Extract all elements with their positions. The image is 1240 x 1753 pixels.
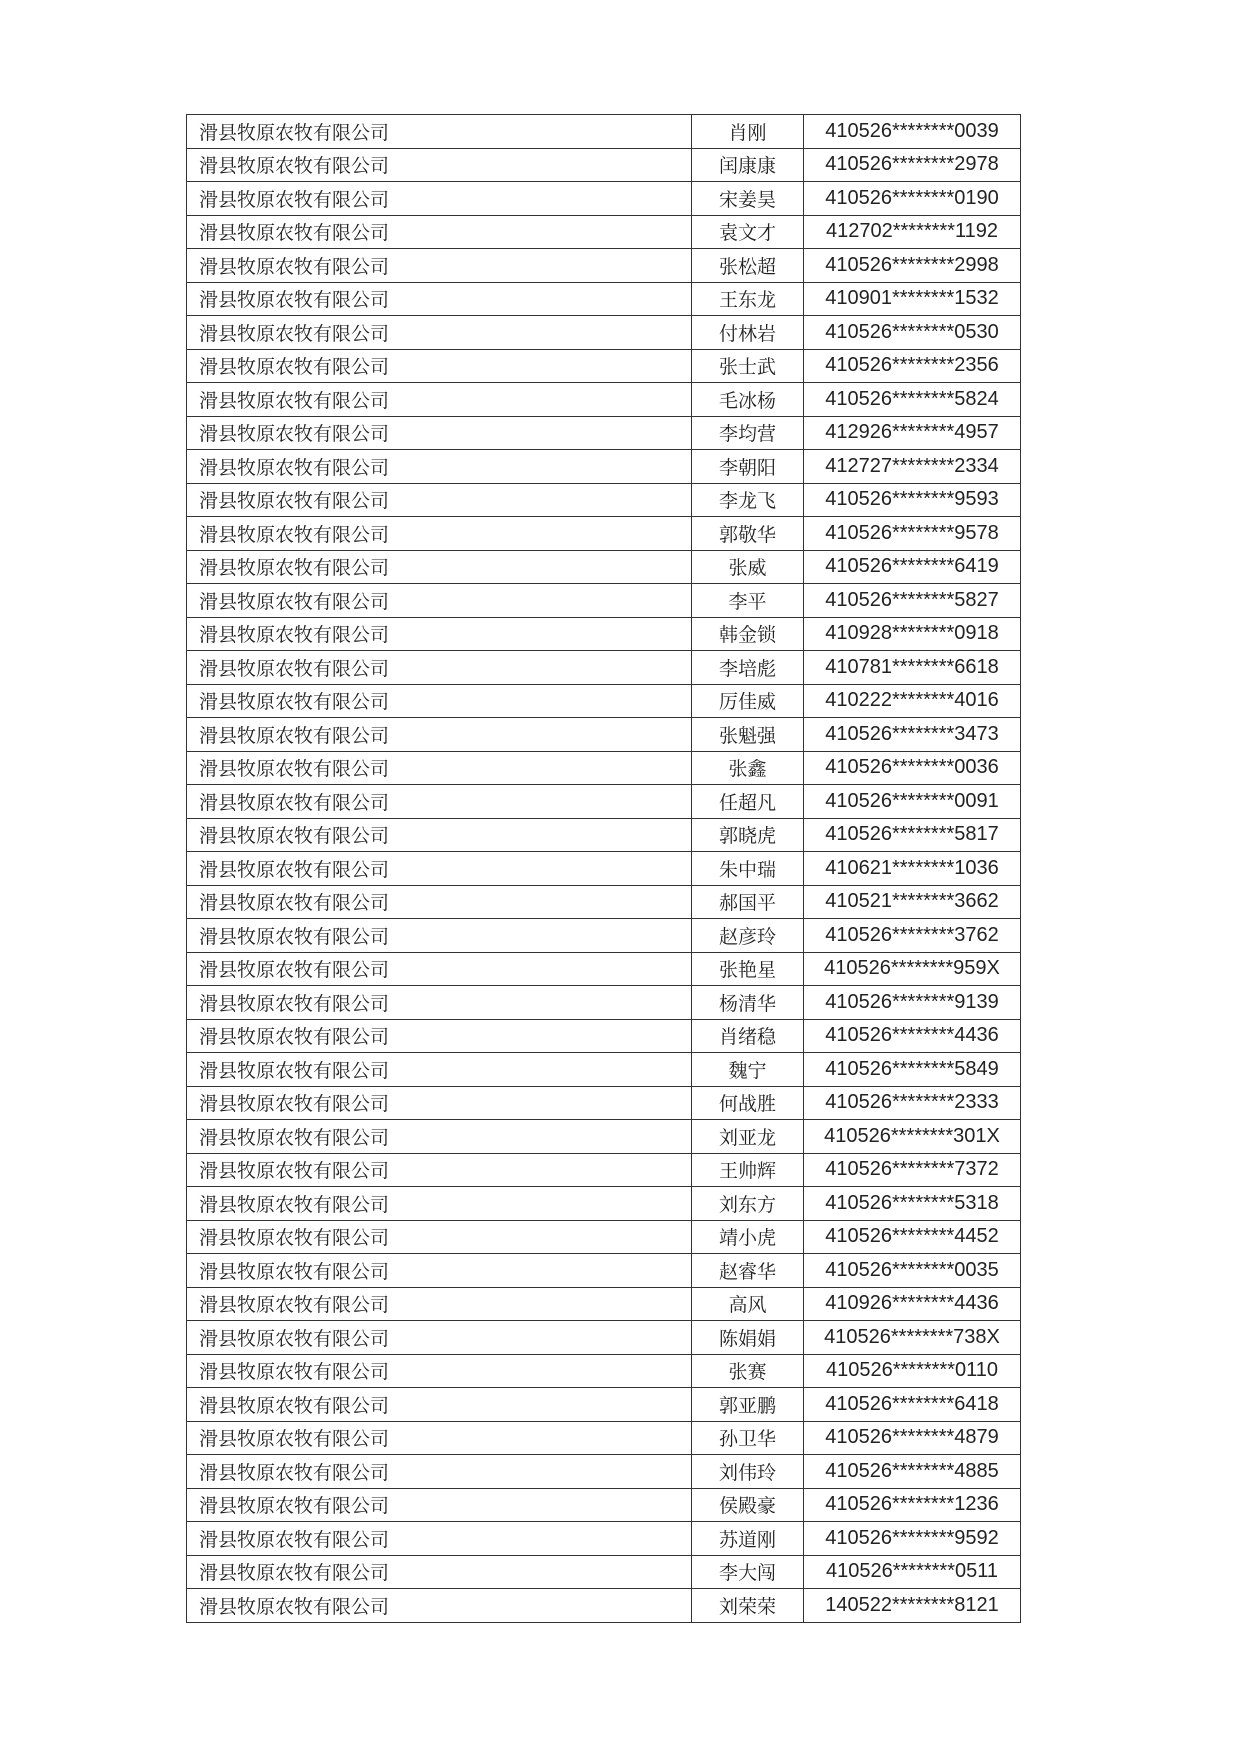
id-number-cell: 410526********0036	[804, 751, 1021, 785]
table-row	[187, 1153, 1021, 1187]
company-cell: 滑县牧原农牧有限公司	[187, 952, 692, 986]
personnel-table	[186, 114, 1021, 1623]
name-cell: 李平	[692, 584, 804, 618]
id-number-cell: 410526********0035	[804, 1254, 1021, 1288]
name-cell: 袁文才	[692, 215, 804, 249]
table-row	[187, 684, 1021, 718]
company-cell: 滑县牧原农牧有限公司	[187, 1120, 692, 1154]
id-number-cell: 410521********3662	[804, 885, 1021, 919]
company-cell: 滑县牧原农牧有限公司	[187, 215, 692, 249]
table-row	[187, 1220, 1021, 1254]
id-number-cell: 410526********3473	[804, 718, 1021, 752]
name-cell: 张松超	[692, 249, 804, 283]
table-row	[187, 1019, 1021, 1053]
id-number-cell: 410526********6418	[804, 1388, 1021, 1422]
table-row	[187, 517, 1021, 551]
table-row	[187, 1555, 1021, 1589]
table-row	[187, 1321, 1021, 1355]
company-cell: 滑县牧原农牧有限公司	[187, 986, 692, 1020]
table-row	[187, 852, 1021, 886]
company-cell: 滑县牧原农牧有限公司	[187, 785, 692, 819]
company-cell: 滑县牧原农牧有限公司	[187, 416, 692, 450]
id-number-cell: 410526********959X	[804, 952, 1021, 986]
table-row	[187, 1287, 1021, 1321]
table-row	[187, 1120, 1021, 1154]
company-cell: 滑县牧原农牧有限公司	[187, 617, 692, 651]
id-number-cell: 410526********2356	[804, 349, 1021, 383]
company-cell: 滑县牧原农牧有限公司	[187, 1589, 692, 1623]
id-number-cell: 410526********301X	[804, 1120, 1021, 1154]
company-cell: 滑县牧原农牧有限公司	[187, 349, 692, 383]
name-cell: 张士武	[692, 349, 804, 383]
id-number-cell: 410526********0110	[804, 1354, 1021, 1388]
table-row	[187, 1455, 1021, 1489]
id-number-cell: 410526********4879	[804, 1421, 1021, 1455]
company-cell: 滑县牧原农牧有限公司	[187, 1321, 692, 1355]
company-cell: 滑县牧原农牧有限公司	[187, 651, 692, 685]
company-cell: 滑县牧原农牧有限公司	[187, 1421, 692, 1455]
id-number-cell: 410926********4436	[804, 1287, 1021, 1321]
name-cell: 杨清华	[692, 986, 804, 1020]
table-row	[187, 651, 1021, 685]
name-cell: 王帅辉	[692, 1153, 804, 1187]
company-cell: 滑县牧原农牧有限公司	[187, 818, 692, 852]
name-cell: 靖小虎	[692, 1220, 804, 1254]
name-cell: 李龙飞	[692, 483, 804, 517]
id-number-cell: 410222********4016	[804, 684, 1021, 718]
table-row	[187, 148, 1021, 182]
company-cell: 滑县牧原农牧有限公司	[187, 1220, 692, 1254]
company-cell: 滑县牧原农牧有限公司	[187, 718, 692, 752]
company-cell: 滑县牧原农牧有限公司	[187, 550, 692, 584]
id-number-cell: 140522********8121	[804, 1589, 1021, 1623]
name-cell: 李朝阳	[692, 450, 804, 484]
table-row	[187, 617, 1021, 651]
name-cell: 毛冰杨	[692, 383, 804, 417]
name-cell: 朱中瑞	[692, 852, 804, 886]
name-cell: 刘亚龙	[692, 1120, 804, 1154]
table-row	[187, 1354, 1021, 1388]
name-cell: 刘荣荣	[692, 1589, 804, 1623]
name-cell: 郭敬华	[692, 517, 804, 551]
name-cell: 魏宁	[692, 1053, 804, 1087]
company-cell: 滑县牧原农牧有限公司	[187, 1354, 692, 1388]
name-cell: 赵彦玲	[692, 919, 804, 953]
table-row	[187, 785, 1021, 819]
company-cell: 滑县牧原农牧有限公司	[187, 182, 692, 216]
id-number-cell: 410781********6618	[804, 651, 1021, 685]
company-cell: 滑县牧原农牧有限公司	[187, 684, 692, 718]
id-number-cell: 410526********0530	[804, 316, 1021, 350]
id-number-cell: 410526********5824	[804, 383, 1021, 417]
company-cell: 滑县牧原农牧有限公司	[187, 852, 692, 886]
company-cell: 滑县牧原农牧有限公司	[187, 383, 692, 417]
table-row	[187, 718, 1021, 752]
name-cell: 刘伟玲	[692, 1455, 804, 1489]
company-cell: 滑县牧原农牧有限公司	[187, 1187, 692, 1221]
company-cell: 滑县牧原农牧有限公司	[187, 751, 692, 785]
table-row	[187, 1053, 1021, 1087]
name-cell: 李均营	[692, 416, 804, 450]
name-cell: 刘东方	[692, 1187, 804, 1221]
id-number-cell: 410526********0039	[804, 115, 1021, 149]
id-number-cell: 410928********0918	[804, 617, 1021, 651]
table-row	[187, 1187, 1021, 1221]
company-cell: 滑县牧原农牧有限公司	[187, 1555, 692, 1589]
id-number-cell: 410526********7372	[804, 1153, 1021, 1187]
id-number-cell: 410621********1036	[804, 852, 1021, 886]
company-cell: 滑县牧原农牧有限公司	[187, 885, 692, 919]
name-cell: 郭亚鹏	[692, 1388, 804, 1422]
id-number-cell: 412702********1192	[804, 215, 1021, 249]
id-number-cell: 410526********5849	[804, 1053, 1021, 1087]
id-number-cell: 410526********0091	[804, 785, 1021, 819]
table-row	[187, 115, 1021, 149]
company-cell: 滑县牧原农牧有限公司	[187, 115, 692, 149]
company-cell: 滑县牧原农牧有限公司	[187, 1488, 692, 1522]
name-cell: 张鑫	[692, 751, 804, 785]
table-row	[187, 952, 1021, 986]
table-row	[187, 1254, 1021, 1288]
table-row	[187, 584, 1021, 618]
table-row	[187, 282, 1021, 316]
id-number-cell: 410526********0190	[804, 182, 1021, 216]
company-cell: 滑县牧原农牧有限公司	[187, 1254, 692, 1288]
name-cell: 陈娟娟	[692, 1321, 804, 1355]
name-cell: 何战胜	[692, 1086, 804, 1120]
company-cell: 滑县牧原农牧有限公司	[187, 1388, 692, 1422]
company-cell: 滑县牧原农牧有限公司	[187, 517, 692, 551]
table-row	[187, 182, 1021, 216]
company-cell: 滑县牧原农牧有限公司	[187, 1455, 692, 1489]
id-number-cell: 410901********1532	[804, 282, 1021, 316]
name-cell: 王东龙	[692, 282, 804, 316]
id-number-cell: 410526********9139	[804, 986, 1021, 1020]
company-cell: 滑县牧原农牧有限公司	[187, 450, 692, 484]
table-row	[187, 1388, 1021, 1422]
company-cell: 滑县牧原农牧有限公司	[187, 483, 692, 517]
name-cell: 李培彪	[692, 651, 804, 685]
id-number-cell: 410526********3762	[804, 919, 1021, 953]
table-row	[187, 450, 1021, 484]
id-number-cell: 410526********2333	[804, 1086, 1021, 1120]
id-number-cell: 410526********4436	[804, 1019, 1021, 1053]
id-number-cell: 410526********4885	[804, 1455, 1021, 1489]
table-row	[187, 550, 1021, 584]
id-number-cell: 410526********4452	[804, 1220, 1021, 1254]
table-row	[187, 383, 1021, 417]
name-cell: 肖绪稳	[692, 1019, 804, 1053]
table-row	[187, 215, 1021, 249]
company-cell: 滑县牧原农牧有限公司	[187, 1153, 692, 1187]
id-number-cell: 410526********5318	[804, 1187, 1021, 1221]
name-cell: 任超凡	[692, 785, 804, 819]
id-number-cell: 410526********0511	[804, 1555, 1021, 1589]
id-number-cell: 410526********5817	[804, 818, 1021, 852]
company-cell: 滑县牧原农牧有限公司	[187, 148, 692, 182]
id-number-cell: 410526********9593	[804, 483, 1021, 517]
table-row	[187, 1086, 1021, 1120]
name-cell: 厉佳威	[692, 684, 804, 718]
company-cell: 滑县牧原农牧有限公司	[187, 1019, 692, 1053]
name-cell: 高风	[692, 1287, 804, 1321]
name-cell: 张赛	[692, 1354, 804, 1388]
name-cell: 肖刚	[692, 115, 804, 149]
id-number-cell: 410526********5827	[804, 584, 1021, 618]
company-cell: 滑县牧原农牧有限公司	[187, 1086, 692, 1120]
table-row	[187, 416, 1021, 450]
id-number-cell: 410526********2978	[804, 148, 1021, 182]
company-cell: 滑县牧原农牧有限公司	[187, 316, 692, 350]
table-row	[187, 818, 1021, 852]
company-cell: 滑县牧原农牧有限公司	[187, 1053, 692, 1087]
table-row	[187, 249, 1021, 283]
id-number-cell: 410526********9592	[804, 1522, 1021, 1556]
name-cell: 郝国平	[692, 885, 804, 919]
name-cell: 李大闯	[692, 1555, 804, 1589]
company-cell: 滑县牧原农牧有限公司	[187, 1522, 692, 1556]
table-row	[187, 986, 1021, 1020]
name-cell: 孙卫华	[692, 1421, 804, 1455]
table-row	[187, 1488, 1021, 1522]
id-number-cell: 410526********738X	[804, 1321, 1021, 1355]
name-cell: 张艳星	[692, 952, 804, 986]
name-cell: 苏道刚	[692, 1522, 804, 1556]
name-cell: 张威	[692, 550, 804, 584]
company-cell: 滑县牧原农牧有限公司	[187, 282, 692, 316]
name-cell: 赵睿华	[692, 1254, 804, 1288]
name-cell: 付林岩	[692, 316, 804, 350]
table-row	[187, 483, 1021, 517]
table-row	[187, 1421, 1021, 1455]
company-cell: 滑县牧原农牧有限公司	[187, 1287, 692, 1321]
company-cell: 滑县牧原农牧有限公司	[187, 919, 692, 953]
id-number-cell: 410526********1236	[804, 1488, 1021, 1522]
id-number-cell: 410526********2998	[804, 249, 1021, 283]
company-cell: 滑县牧原农牧有限公司	[187, 584, 692, 618]
table-row	[187, 751, 1021, 785]
table-row	[187, 885, 1021, 919]
name-cell: 侯殿豪	[692, 1488, 804, 1522]
table-row	[187, 349, 1021, 383]
company-cell: 滑县牧原农牧有限公司	[187, 249, 692, 283]
table-row	[187, 1522, 1021, 1556]
table-body	[187, 115, 1021, 1623]
name-cell: 宋姜昊	[692, 182, 804, 216]
table-row	[187, 316, 1021, 350]
id-number-cell: 412727********2334	[804, 450, 1021, 484]
id-number-cell: 410526********9578	[804, 517, 1021, 551]
name-cell: 韩金锁	[692, 617, 804, 651]
table-row	[187, 1589, 1021, 1623]
name-cell: 郭晓虎	[692, 818, 804, 852]
id-number-cell: 410526********6419	[804, 550, 1021, 584]
id-number-cell: 412926********4957	[804, 416, 1021, 450]
name-cell: 闰康康	[692, 148, 804, 182]
name-cell: 张魁强	[692, 718, 804, 752]
table-row	[187, 919, 1021, 953]
